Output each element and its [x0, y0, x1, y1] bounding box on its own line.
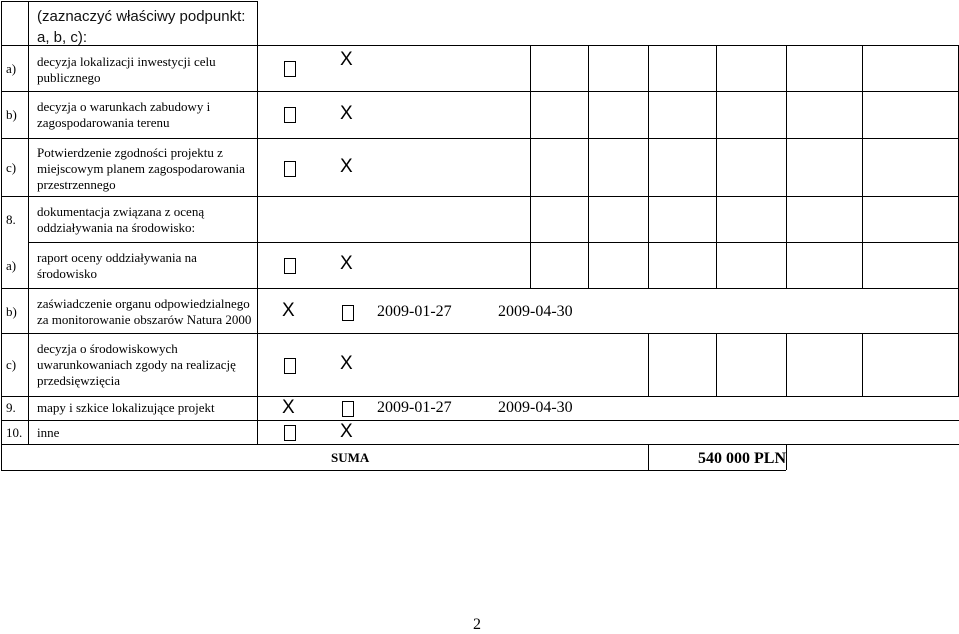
section-number: 9.: [6, 400, 16, 415]
section-number: 8.: [6, 212, 16, 227]
row-label: b): [6, 304, 17, 319]
desc-line: inne: [37, 425, 60, 440]
row-label: a): [6, 258, 17, 273]
sum-value: 540 000 PLN: [698, 450, 786, 467]
checkbox-empty[interactable]: [284, 358, 296, 374]
desc-line: dokumentacja związana z oceną: [37, 204, 205, 219]
desc-line: uwarunkowaniach zgody na realizację: [37, 357, 236, 372]
row-description: [37, 99, 210, 131]
checkbox-empty[interactable]: [342, 401, 354, 417]
desc-line: mapy i szkice lokalizujące projekt: [37, 400, 215, 415]
desc-line: środowisko: [37, 266, 97, 281]
section-description: [37, 425, 59, 441]
instruction-note-text: (zaznaczyć właściwy podpunkt: a, b, c):: [37, 8, 246, 46]
checkbox-empty[interactable]: [342, 305, 354, 321]
checkbox-empty[interactable]: [284, 425, 296, 441]
checkbox-x-mark[interactable]: X: [340, 253, 353, 274]
desc-line: przedsięwzięcia: [37, 373, 121, 388]
row-description: [37, 250, 197, 282]
date-from: 2009-01-27: [377, 399, 452, 416]
desc-line: za monitorowanie obszarów Natura 2000: [37, 312, 252, 327]
date-from: 2009-01-27: [377, 303, 452, 320]
sum-label: SUMA: [331, 450, 370, 465]
row-description: [37, 296, 251, 328]
desc-line: zaświadczenie organu odpowiedzialnego: [37, 296, 250, 311]
desc-line: miejscowym planem zagospodarowania: [37, 161, 245, 176]
row-label: b): [6, 107, 17, 122]
row-description: [37, 341, 236, 389]
checkbox-empty[interactable]: [284, 107, 296, 123]
page-number: 2: [473, 616, 481, 633]
checkbox-empty[interactable]: [284, 161, 296, 177]
checkbox-x-mark[interactable]: X: [282, 397, 295, 418]
checkbox-x-mark[interactable]: X: [340, 156, 353, 177]
checkbox-x-mark[interactable]: X: [340, 103, 353, 124]
checkbox-x-mark[interactable]: X: [340, 421, 353, 442]
desc-line: raport oceny oddziaływania na: [37, 250, 197, 265]
desc-line: przestrzennego: [37, 177, 116, 192]
row-label: c): [6, 160, 17, 175]
instruction-note: [37, 6, 252, 48]
desc-line: zagospodarowania terenu: [37, 115, 170, 130]
checkbox-empty[interactable]: [284, 61, 296, 77]
section-number: 10.: [6, 425, 23, 440]
section-description: [37, 400, 215, 416]
desc-line: decyzja lokalizacji inwestycji celu: [37, 54, 216, 69]
desc-line: decyzja o warunkach zabudowy i: [37, 99, 211, 114]
desc-line: publicznego: [37, 70, 101, 85]
desc-line: Potwierdzenie zgodności projektu z: [37, 145, 223, 160]
row-description: [37, 145, 245, 193]
date-to: 2009-04-30: [498, 303, 573, 320]
desc-line: oddziaływania na środowisko:: [37, 220, 196, 235]
row-description: [37, 54, 216, 86]
checkbox-x-mark[interactable]: X: [282, 300, 295, 321]
row-label: a): [6, 61, 17, 76]
date-to: 2009-04-30: [498, 399, 573, 416]
checkbox-x-mark[interactable]: X: [340, 49, 353, 70]
section-description: [37, 204, 204, 236]
checkbox-x-mark[interactable]: X: [340, 353, 353, 374]
row-label: c): [6, 357, 17, 372]
checkbox-empty[interactable]: [284, 258, 296, 274]
desc-line: decyzja o środowiskowych: [37, 341, 178, 356]
